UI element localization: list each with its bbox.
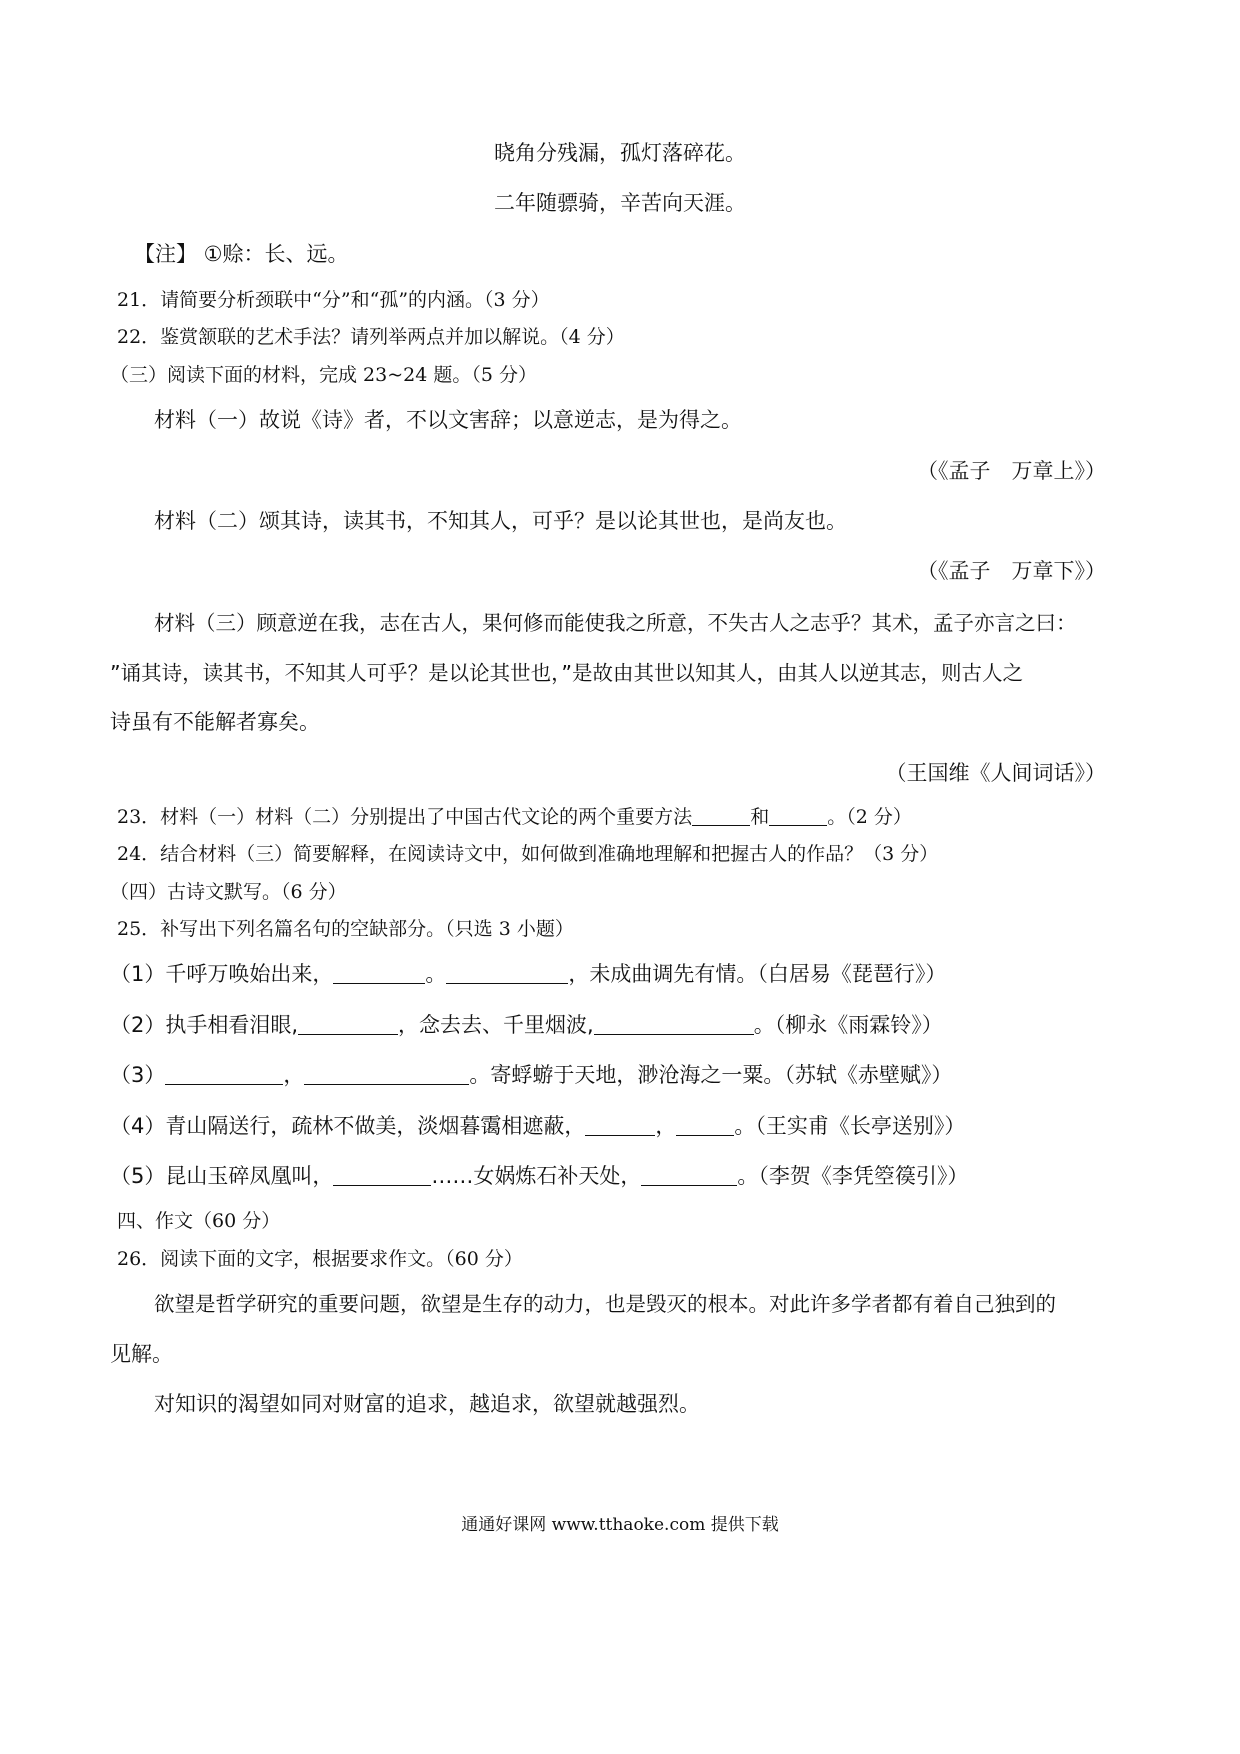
material-3-line-1: 材料（三）顾意逆在我，志在古人，果何修而能使我之所意，不失古人之志乎？其术，孟子亦言之曰： <box>154 611 1077 635</box>
fill-4-c: 。（王实甫《长亭送别》） <box>734 1114 966 1138</box>
fill-5-b: ……女娲炼石补天处， <box>431 1164 642 1188</box>
poem-line-2: 二年随骠骑，辛苦向天涯。 <box>494 191 746 215</box>
fill-4-b: ， <box>655 1114 677 1138</box>
poem-note: 【注】 ①赊：长、远。 <box>134 242 349 266</box>
q23-suffix: 。（2 分） <box>827 806 912 828</box>
material-3-line-2: ”诵其诗，读其书，不知其人可乎？是以论其世也，”是故由其世以知其人，由其人以逆其志，则古人之 <box>110 661 1023 685</box>
fill-3-blank-1 <box>165 1063 283 1085</box>
material-3-source: （王国维《人间词话》） <box>885 761 1106 785</box>
fill-4-blank-1 <box>585 1114 655 1136</box>
question-25: 25．补写出下列名篇名句的空缺部分。（只选 3 小题） <box>117 918 574 940</box>
question-21: 21．请简要分析颈联中“分”和“孤”的内涵。（3 分） <box>117 289 550 311</box>
fill-3-b: ， <box>283 1063 305 1087</box>
fill-5-a: （5）昆山玉碎凤凰叫， <box>110 1164 334 1188</box>
q23-mid: 和 <box>750 806 770 828</box>
material-3-line-3: 诗虽有不能解者寡矣。 <box>110 710 320 734</box>
material-2: 材料（二）颂其诗，读其书，不知其人，可乎？是以论其世也，是尚友也。 <box>154 509 847 533</box>
fill-3-blank-2 <box>304 1063 469 1085</box>
question-24: 24．结合材料（三）简要解释，在阅读诗文中，如何做到准确地理解和把握古人的作品？（3 分） <box>117 843 939 865</box>
fill-2-blank-1 <box>298 1013 398 1035</box>
section-4-heading: （四）古诗文默写。（6 分） <box>110 881 347 903</box>
fill-item-4 <box>110 1110 965 1140</box>
material-2-source: （《孟子 万章下》） <box>917 559 1106 583</box>
poem-line-1: 晓角分残漏，孤灯落碎花。 <box>494 141 746 165</box>
fill-item-3 <box>110 1059 952 1089</box>
q23-prefix: 23．材料（一）材料（二）分别提出了中国古代文论的两个重要方法 <box>117 806 693 828</box>
q23-blank-2 <box>769 806 827 826</box>
essay-paragraph-2: 对知识的渴望如同对财富的追求，越追求，欲望就越强烈。 <box>154 1392 700 1416</box>
fill-5-c: 。（李贺《李凭箜篌引》） <box>737 1164 969 1188</box>
material-1: 材料（一）故说《诗》者，不以文害辞；以意逆志，是为得之。 <box>154 408 742 432</box>
page-footer: 通通好课网 www.tthaoke.com 提供下载 <box>461 1515 779 1535</box>
fill-1-blank-1 <box>333 962 425 984</box>
section-3-heading: （三）阅读下面的材料，完成 23~24 题。（5 分） <box>110 364 537 386</box>
fill-3-c: 。寄蜉蝣于天地，渺沧海之一粟。（苏轼《赤壁赋》） <box>469 1063 953 1087</box>
fill-4-a: （4）青山隔送行，疏林不做美，淡烟暮霭相遮蔽， <box>110 1114 586 1138</box>
fill-item-1 <box>110 958 946 988</box>
essay-section-heading: 四、作文（60 分） <box>117 1210 281 1232</box>
fill-item-5 <box>110 1160 968 1190</box>
fill-1-c: ，未成曲调先有情。（白居易《琵琶行》） <box>568 962 947 986</box>
material-1-source: （《孟子 万章上》） <box>917 459 1106 483</box>
essay-paragraph-1-line-2: 见解。 <box>110 1342 173 1366</box>
fill-1-a: （1）千呼万唤始出来， <box>110 962 334 986</box>
fill-4-blank-2 <box>676 1114 734 1136</box>
fill-5-blank-1 <box>333 1164 431 1186</box>
q23-blank-1 <box>692 806 750 826</box>
fill-5-blank-2 <box>641 1164 737 1186</box>
fill-2-a: （2）执手相看泪眼, <box>110 1013 299 1037</box>
essay-paragraph-1-line-1: 欲望是哲学研究的重要问题，欲望是生存的动力，也是毁灭的根本。对此许多学者都有着自己独到的 <box>154 1292 1056 1316</box>
fill-2-blank-2 <box>594 1013 754 1035</box>
fill-2-b: ，念去去、千里烟波, <box>398 1013 594 1037</box>
fill-3-a: （3） <box>110 1063 166 1087</box>
fill-2-c: 。（柳永《雨霖铃》） <box>753 1013 943 1037</box>
question-23 <box>117 802 912 829</box>
question-22: 22．鉴赏颔联的艺术手法？请列举两点并加以解说。（4 分） <box>117 326 625 348</box>
question-26: 26．阅读下面的文字，根据要求作文。（60 分） <box>117 1248 523 1270</box>
fill-item-2 <box>110 1009 943 1039</box>
fill-1-b: 。 <box>425 962 447 986</box>
fill-1-blank-2 <box>446 962 568 984</box>
